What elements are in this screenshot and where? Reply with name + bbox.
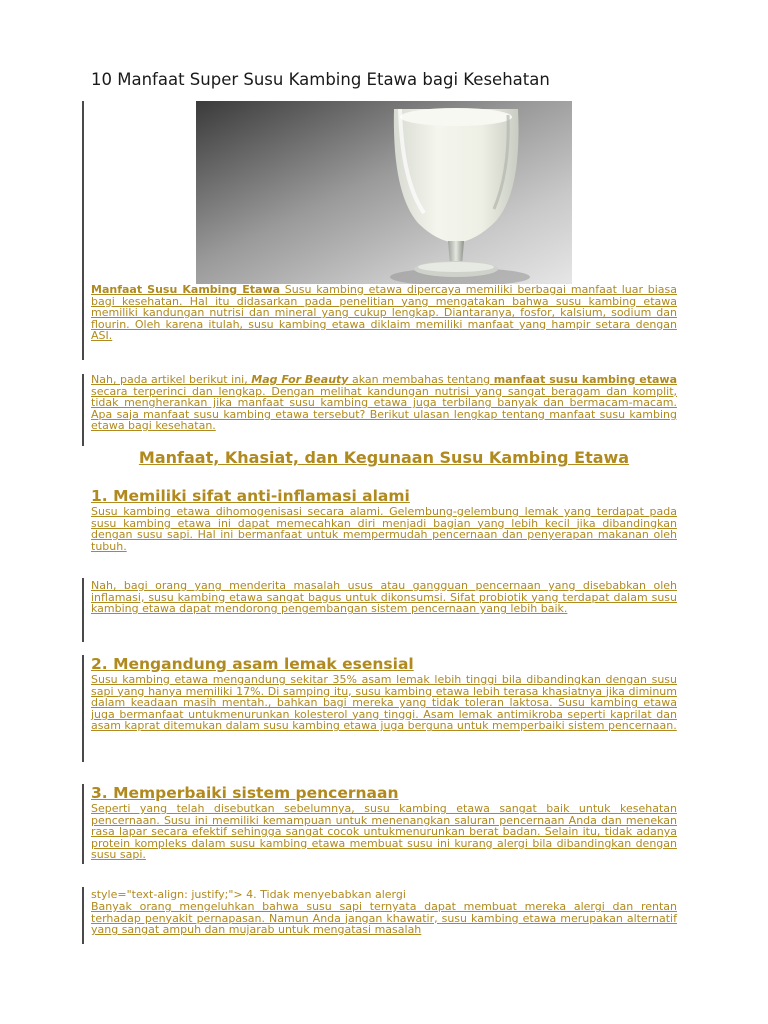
item-1-heading[interactable]: 1. Memiliki sifat anti-inflamasi alami xyxy=(91,487,410,505)
left-rule xyxy=(82,655,84,762)
intro2-part1: Nah, pada artikel berikut ini, xyxy=(91,373,252,386)
keyword-link[interactable]: manfaat susu kambing etawa xyxy=(493,373,677,386)
intro2-paragraph[interactable] xyxy=(91,374,677,432)
item-2-paragraph-1[interactable]: Susu kambing etawa mengandung sekitar 35% asam lemak lebih tinggi bila dibandingkan dengan susu sapi yang hanya memiliki 17%. Di samping itu, susu kambing etawa lebih terasa khasiatnya jika diminum dalam keadaan masih mentah., bahkan bagi mereka yang tidak toleran laktosa. Susu kambing etawa juga bermanfaat untukmenurunkan kolesterol yang tinggi. Asam lemak antimikroba seperti kaprilat dan asam kaprat ditemukan dalam susu kambing etawa juga berguna untuk memperbaiki sistem pencernaan. xyxy=(91,673,677,733)
item-4-heading: style="text-align: justify;"> 4. Tidak menyebabkan alergi xyxy=(91,888,406,901)
milk-glass-photo xyxy=(196,101,572,284)
item-3-heading[interactable]: 3. Memperbaiki sistem pencernaan xyxy=(91,784,399,802)
item-2-heading[interactable]: 2. Mengandung asam lemak esensial xyxy=(91,655,414,673)
page-title: 10 Manfaat Super Susu Kambing Etawa bagi Kesehatan xyxy=(91,70,550,89)
item-3-paragraph-1[interactable]: Seperti yang telah disebutkan sebelumnya, susu kambing etawa sangat baik untuk kesehatan pencernaan. Susu ini memiliki kemampuan untuk menenangkan saluran pencernaan Anda dan menekan rasa lapar secara efektif sehingga sangat cocok untukmenurunkan berat badan. Selain itu, tidak adanya protein kompleks dalam susu kambing etawa membuat susu ini kurang alergi bila dibandingkan dengan susu sapi. xyxy=(91,802,677,862)
left-rule xyxy=(82,101,84,360)
left-rule xyxy=(82,374,84,446)
left-rule xyxy=(82,784,84,864)
section-heading[interactable]: Manfaat, Khasiat, dan Kegunaan Susu Kambing Etawa xyxy=(138,448,630,467)
intro2-part3: secara terperinci dan lengkap. Dengan melihat kandungan nutrisi yang sangat beragam dan komplit, tidak mengherankan jika manfaat susu kambing etawa juga terbilang banyak dan bermacam-macam. Apa saja manfaat susu kambing etawa tersebut? Berikut ulasan lengkap tentang manfaat susu kambing etawa bagi kesehatan. xyxy=(91,384,677,433)
intro2-part2: akan membahas tentang xyxy=(348,373,494,386)
intro-lead-link[interactable]: Manfaat Susu Kambing Etawa xyxy=(91,283,281,296)
intro-text: Susu kambing etawa dipercaya memiliki berbagai manfaat luar biasa bagi kesehatan. Hal itu didasarkan pada penelitian yang mengatakan bahwa susu kambing etawa memiliki kandungan nutrisi dan mineral yang cukup lengkap. Diantaranya, fosfor, kalsium, sodium dan flourin. Oleh karena itulah, susu kambing etawa diklaim memiliki manfaat yang hampir setara dengan ASI. xyxy=(91,283,677,343)
item-4-paragraph-1[interactable]: Banyak orang mengeluhkan bahwa susu sapi ternyata dapat membuat mereka alergi dan rentan terhadap penyakit pernapasan. Namun Anda jangan khawatir, susu kambing etawa merupakan alternatif yang sangat ampuh dan mujarab untuk mengatasi masalah xyxy=(91,900,677,937)
item-1-paragraph-1[interactable]: Susu kambing etawa dihomogenisasi secara alami. Gelembung-gelembung lemak yang terdapat pada susu kambing etawa ini dapat memecahkan diri menjadi bagian yang lebih kecil jika dibandingkan dengan susu sapi. Hal ini bermanfaat untuk mempermudah pencernaan dan penyerapan makanan oleh tubuh. xyxy=(91,505,677,553)
intro-paragraph[interactable] xyxy=(91,284,677,342)
left-rule xyxy=(82,578,84,642)
left-rule xyxy=(82,887,84,944)
item-1-paragraph-2[interactable]: Nah, bagi orang yang menderita masalah usus atau gangguan pencernaan yang disebabkan oleh inflamasi, susu kambing etawa sangat bagus untuk dikonsumsi. Sifat probiotik yang terdapat dalam susu kambing etawa dapat mendorong pengembangan sistem pencernaan yang lebih baik. xyxy=(91,579,677,616)
brand-link[interactable]: Mag For Beauty xyxy=(251,373,349,386)
